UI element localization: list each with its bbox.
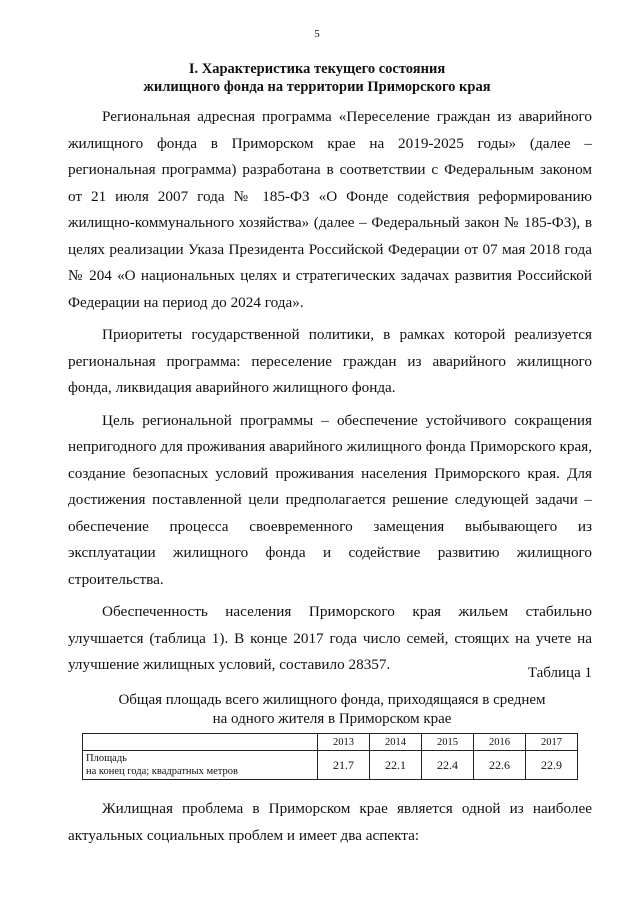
table-header-empty-cell [83, 734, 318, 751]
table-cell-value: 22.4 [422, 751, 474, 780]
body-text [68, 104, 592, 679]
table-header-year: 2015 [422, 734, 474, 751]
table-cell-value: 22.6 [474, 751, 526, 780]
paragraph-program-description: Региональная адресная программа «Переселение граждан из аварийного жилищного фонда в Приморском крае на 2019-2025 годы» (далее – региональная программа) разработана в соответствии с Федеральным законом от 21 июля 2007 года № 185-ФЗ «О Фонде содействия реформированию жилищно-коммунального хозяйства» (далее – Федеральный закон № 185-ФЗ), в целях реализации Указа Президента Российской Федерации от 07 мая 2018 года № 204 «О национальных целях и стратегических задачах развития Российской Федерации на период до 2024 года». [68, 108, 592, 311]
page-number: 5 [314, 28, 320, 40]
paragraph-priorities: Приоритеты государственной политики, в рамках которой реализуется региональная программа: переселение граждан из аварийного жилищного фонда, ликвидация аварийного жилищного фонда. [68, 326, 592, 396]
section-heading-line-1: I. Характеристика текущего состояния [188, 61, 446, 77]
table-title-line-2: на одного жителя в Приморском крае [212, 711, 452, 727]
housing-area-table [82, 733, 578, 780]
table-row-label-line-2: на конец года; квадратных метров [86, 766, 238, 777]
table-cell-value: 21.7 [318, 751, 370, 780]
table-cell-value: 22.1 [370, 751, 422, 780]
table-header-year: 2013 [318, 734, 370, 751]
table-row-label [83, 751, 318, 780]
table-cell-value: 22.9 [526, 751, 578, 780]
table-header-year: 2014 [370, 734, 422, 751]
section-heading [0, 60, 634, 96]
closing-text [68, 795, 592, 849]
table-header-year: 2017 [526, 734, 578, 751]
paragraph-goal: Цель региональной программы – обеспечение устойчивого сокращения непригодного для проживания аварийного жилищного фонда Приморского края, создание безопасных условий проживания населения Приморского края. Для достижения поставленной цели предполагается решение следующей задачи – обеспечение процесса своевременного замещения выбывающего из эксплуатации жилищного фонда и содействие развитию жилищного строительства. [68, 411, 592, 588]
table-header-year: 2016 [474, 734, 526, 751]
table-label: Таблица 1 [527, 665, 592, 681]
paragraph-housing-provision: Обеспеченность населения Приморского края жильем стабильно улучшается (таблица 1). В конце 2017 года число семей, стоящих на учете на улучшение жилищных условий, составило 28357. [68, 603, 592, 673]
section-heading-line-2: жилищного фонда на территории Приморского края [143, 79, 491, 95]
table-header-row [83, 734, 578, 751]
table-title [0, 691, 634, 729]
table-title-line-1: Общая площадь всего жилищного фонда, приходящаяся в среднем [118, 692, 546, 708]
table-row [83, 751, 578, 780]
table-row-label-line-1: Площадь [86, 753, 127, 764]
paragraph-housing-problem: Жилищная проблема в Приморском крае является одной из наиболее актуальных социальных проблем и имеет два аспекта: [68, 800, 592, 844]
